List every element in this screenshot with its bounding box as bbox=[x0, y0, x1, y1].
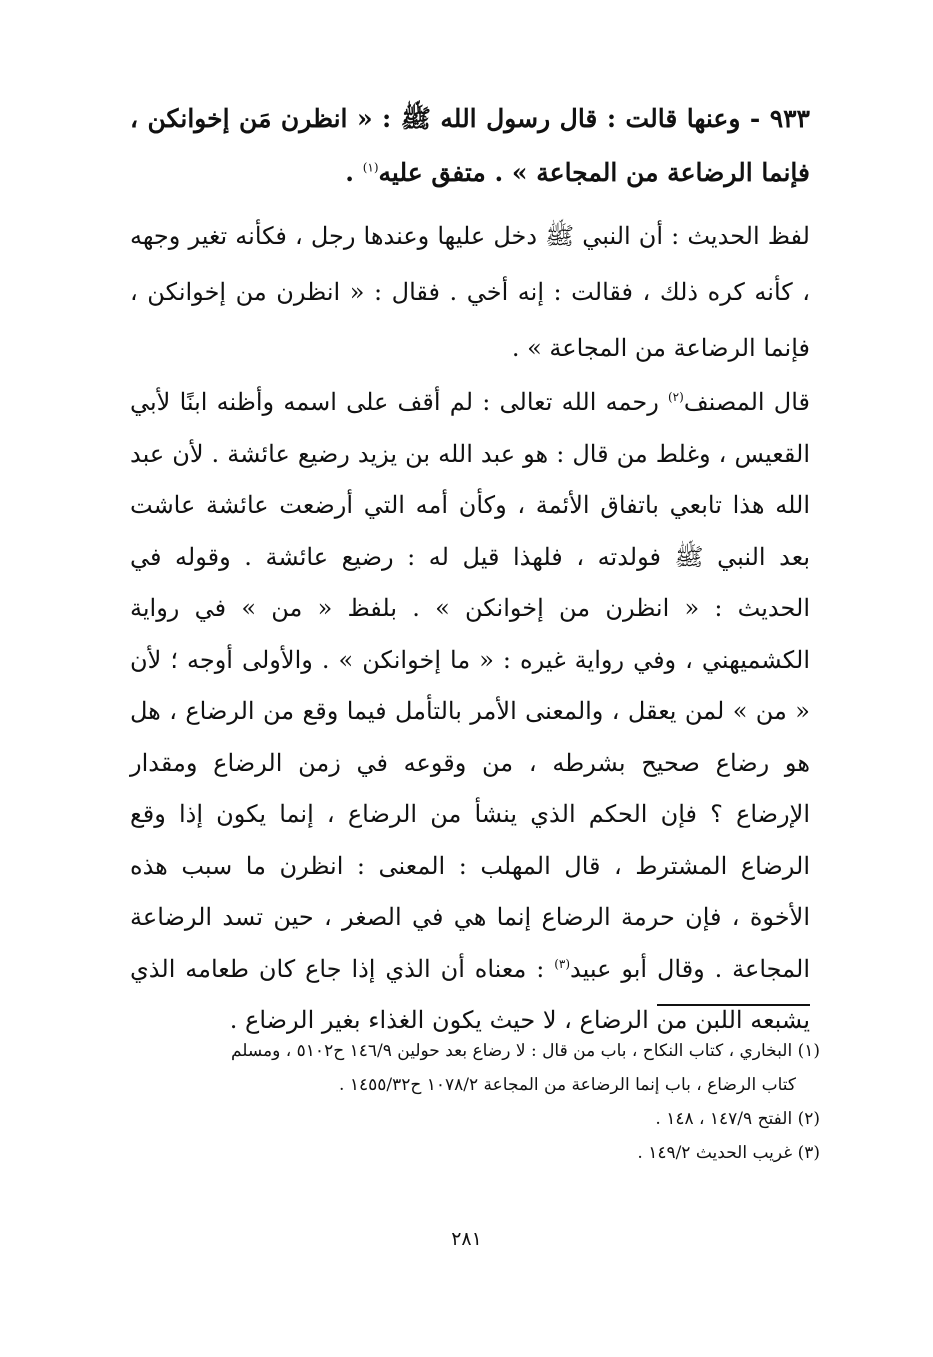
hadith-text bbox=[130, 92, 810, 200]
commentary-part-3: : معناه أن الذي إذا جاع كان طعامه الذي يشبعه اللبن من الرضاع ، لا حيث يكون الغذاء بغير الرضاع . bbox=[130, 954, 810, 1034]
footnote-2: (٢) الفتح ١٤٧/٩ ، ١٤٨ . bbox=[655, 1109, 820, 1129]
hadith-body: ٩٣٣ - وعنها قالت : قال رسول الله ﷺ : « انظرن مَن إخوانكن ، فإنما الرضاعة من المجاعة » . متفق عليه bbox=[130, 104, 810, 187]
paragraph-wording-text: لفظ الحديث : أن النبي ﷺ دخل عليها وعندها رجل ، فكأنه تغير وجهه ، كأنه كره ذلك ، فقالت : إنه أخي . فقال : « انظرن من إخوانكن ، فإنما الرضاعة من المجاعة » . bbox=[130, 222, 810, 362]
commentary-part-1: قال المصنف bbox=[683, 388, 810, 416]
footnote-ref-1[interactable]: (١) bbox=[362, 160, 379, 175]
footnote-ref-3[interactable]: (٣) bbox=[554, 956, 571, 971]
footnote-1-line-1: (١) البخاري ، كتاب النكاح ، باب من قال : لا رضاع بعد حولين ١٤٦/٩ ح٥١٠٢ ، ومسلم bbox=[230, 1041, 820, 1061]
footnote-ref-2[interactable]: (٢) bbox=[667, 390, 684, 404]
commentary-part-2: رحمه الله تعالى : لم أقف على اسمه وأظنه ابنًا لأبي القعيس ، وغلط من قال : هو عبد الله بن يزيد رضيع عائشة . لأن عبد الله هذا تابعي باتفاق الأئمة ، وكأن أمه التي أرضعت عائشة عاشت بعد النبي ﷺ فولدته ، فلهذا قيل له : رضيع عائشة . وقوله في الحديث : « انظرن من إخوانكن » . بلفظ « من » في رواية الكشميهني ، وفي رواية غيره : « ما إخوانكن » . والأولى أوجه ؛ لأن « من » لمن يعقل ، والمعنى الأمر بالتأمل فيما وقع من الرضاع ، هل هو رضاع صحيح بشرطه ، من وقوعه في زمن الرضاع ومقدار الإرضاع ؟ فإن الحكم الذي ينشأ من الرضاع ، إنما يكون إذا وقع الرضاع المشترط ، قال المهلب : المعنى : انظرن ما سبب هذه الأخوة ، فإن حرمة الرضاع إنما هي في الصغر ، حين تسد الرضاعة المجاعة . وقال أبو عبيد bbox=[130, 388, 811, 983]
hadith-end: . bbox=[345, 158, 363, 187]
footnote-3: (٣) غريب الحديث ١٤٩/٢ . bbox=[637, 1143, 820, 1163]
footnote-1-line-2: كتاب الرضاع ، باب إنما الرضاعة من المجاعة ١٠٧٨/٢ ح١٤٥٥/٣٢ . bbox=[339, 1075, 796, 1095]
footnote-separator bbox=[657, 1004, 810, 1006]
footnotes bbox=[130, 1034, 820, 1170]
paragraph-wording bbox=[130, 208, 810, 376]
paragraph-commentary bbox=[130, 377, 810, 1047]
page-number: ٢٨١ bbox=[451, 1228, 482, 1250]
